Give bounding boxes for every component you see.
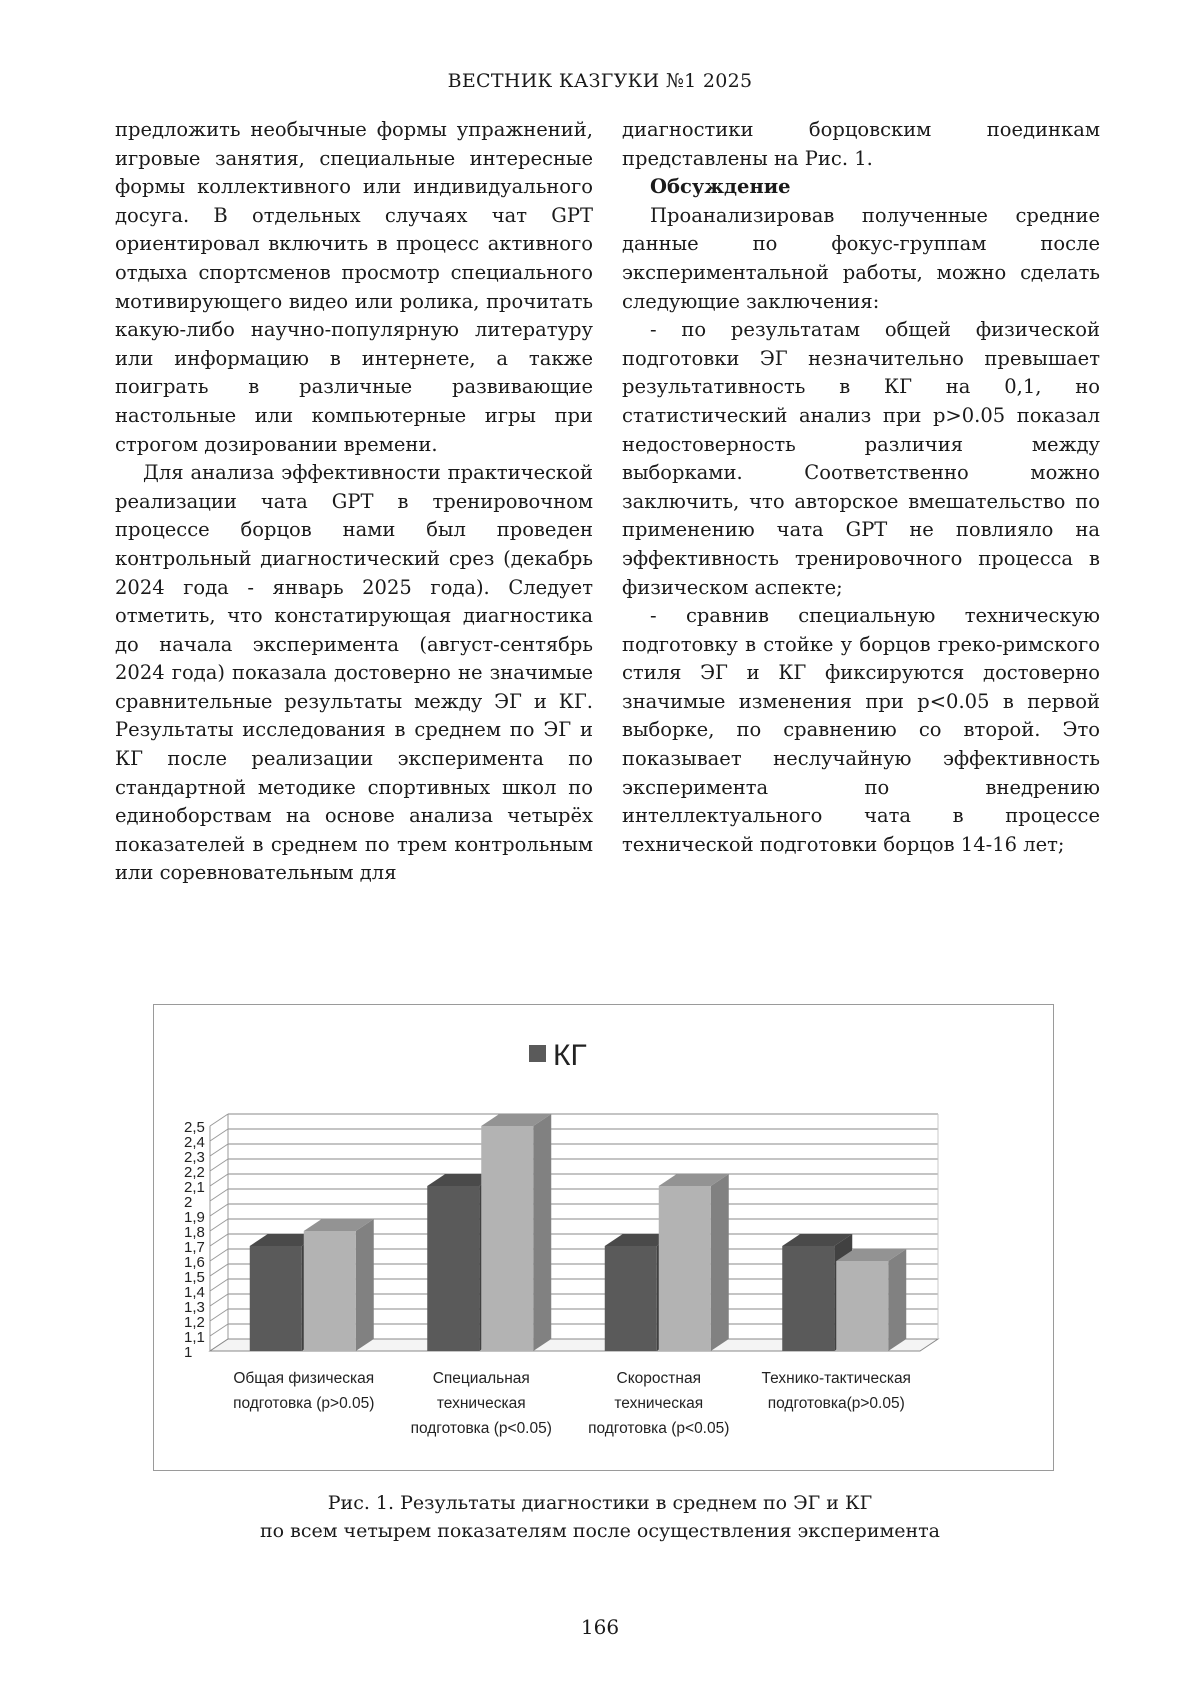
gridline-side: [210, 1204, 228, 1216]
bar-kg-side: [888, 1249, 906, 1351]
bar-eg: [605, 1246, 657, 1351]
y-tick-label: 1,1: [184, 1329, 205, 1346]
section-heading: Обсуждение: [650, 175, 791, 199]
x-tick-label: подготовка (p>0.05): [233, 1395, 375, 1412]
gridline-side: [210, 1189, 228, 1201]
legend-swatch: [529, 1045, 546, 1062]
gridline-side: [210, 1114, 228, 1126]
y-tick-label: 1,4: [184, 1284, 205, 1301]
y-tick-label: 1: [184, 1344, 193, 1361]
figure-chart: [153, 1004, 1054, 1471]
x-tick-label: Общая физическая: [233, 1370, 375, 1387]
paragraph: - по результатам общей физической подготовки ЭГ незначительно превышает результативность в КГ на 0,1, но статистический анализ при p>0.05 показал недостоверность различия между выборками. Соответственно можно заключить, что авторское вмешательство по применению чата GPT не повлияло на эффективность тренировочного процесса в физическом аспекте;: [622, 318, 1100, 599]
y-tick-label: 2,2: [184, 1164, 205, 1181]
y-tick-label: 1,5: [184, 1269, 205, 1286]
y-tick-label: 1,8: [184, 1224, 205, 1241]
x-tick-label: подготовка (p<0.05): [588, 1420, 730, 1437]
right-column: [622, 116, 1100, 859]
gridline-side: [210, 1144, 228, 1156]
bar-eg: [427, 1186, 479, 1351]
gridline-side: [210, 1159, 228, 1171]
paragraph: диагностики борцовским поединкам представлены на Рис. 1.: [622, 118, 1100, 170]
bar-kg: [836, 1261, 888, 1351]
y-tick-label: 2,3: [184, 1149, 205, 1166]
bar-kg: [481, 1126, 533, 1351]
bar-kg: [304, 1231, 356, 1351]
paragraph: предложить необычные формы упражнений, игровые занятия, специальные интересные формы коллективного или индивидуального досуга. В отдельных случаях чат GPT ориентировал включить в процесс активного отдыха спортсменов просмотр специального мотивирующего видео или ролика, прочитать какую-либо научно-популярную литературу или информацию в интернете, а также поиграть в различные развивающие настольные или компьютерные игры при строгом дозировании времени.: [115, 118, 593, 456]
x-tick-label: Технико-тактическая: [761, 1370, 911, 1387]
x-tick-label: техническая: [614, 1395, 704, 1412]
bar-eg: [250, 1246, 302, 1351]
x-tick-label: техническая: [436, 1395, 526, 1412]
figure-caption: [0, 1489, 1200, 1545]
journal-header: ВЕСТНИК КАЗГУКИ №1 2025: [447, 70, 753, 92]
gridline-side: [210, 1219, 228, 1231]
legend-label: КГ: [553, 1039, 587, 1072]
bar-kg-side: [356, 1219, 374, 1351]
y-tick-label: 2,5: [184, 1119, 205, 1136]
bar-kg-side: [711, 1174, 729, 1351]
x-tick-label: Специальная: [432, 1370, 530, 1387]
y-tick-label: 1,6: [184, 1254, 205, 1271]
gridline-side: [210, 1234, 228, 1246]
gridline-side: [210, 1294, 228, 1306]
x-tick-label: подготовка (p<0.05): [410, 1420, 552, 1437]
x-tick-label: подготовка(p>0.05): [767, 1395, 905, 1412]
y-tick-label: 1,7: [184, 1239, 205, 1256]
paragraph: - сравнив специальную техническую подготовку в стойке у борцов греко-римского стиля ЭГ и КГ фиксируются достоверно значимые изменения при p<0.05 в первой выборке, по сравнению со второй. Это показывает неслучайную эффективность эксперимента по внедрению интеллектуального чата в процессе технической подготовки борцов 14-16 лет;: [622, 604, 1100, 856]
gridline-side: [210, 1174, 228, 1186]
paragraph: Для анализа эффективности практической реализации чата GPT в тренировочном процессе борцов нами был проведен контрольный диагностический срез (декабрь 2024 года - январь 2025 года). Следует отметить, что констатирующая диагностика до начала эксперимента (август-сентябрь 2024 года) показала достоверно не значимые сравнительные результаты между ЭГ и КГ. Результаты исследования в среднем по ЭГ и КГ после реализации эксперимента по стандартной методике спортивных школ по единоборствам на основе анализа четырёх показателей в среднем по трем контрольным или соревновательным для: [115, 461, 593, 885]
y-tick-label: 2: [184, 1194, 193, 1211]
bar-chart: [154, 1005, 1055, 1472]
gridline-side: [210, 1249, 228, 1261]
gridline-side: [210, 1279, 228, 1291]
page-number: 166: [580, 1615, 620, 1639]
y-tick-label: 1,2: [184, 1314, 205, 1331]
y-tick-label: 2,1: [184, 1179, 205, 1196]
gridline-side: [210, 1309, 228, 1321]
gridline-side: [210, 1129, 228, 1141]
gridline-side: [210, 1264, 228, 1276]
y-tick-label: 1,9: [184, 1209, 205, 1226]
caption-line-2: по всем четырем показателям после осуществления эксперимента: [259, 1520, 941, 1542]
y-tick-label: 1,3: [184, 1299, 205, 1316]
bar-eg: [782, 1246, 834, 1351]
y-tick-label: 2,4: [184, 1134, 205, 1151]
gridline-side: [210, 1324, 228, 1336]
bar-kg: [659, 1186, 711, 1351]
bar-kg-side: [533, 1114, 551, 1351]
x-tick-label: Скоростная: [616, 1370, 701, 1387]
left-column: [115, 116, 593, 888]
paragraph: Проанализировав полученные средние данные по фокус-группам после экспериментальной работы, можно сделать следующие заключения:: [622, 203, 1100, 313]
caption-line-1: Рис. 1. Результаты диагностики в среднем по ЭГ и КГ: [327, 1492, 873, 1514]
